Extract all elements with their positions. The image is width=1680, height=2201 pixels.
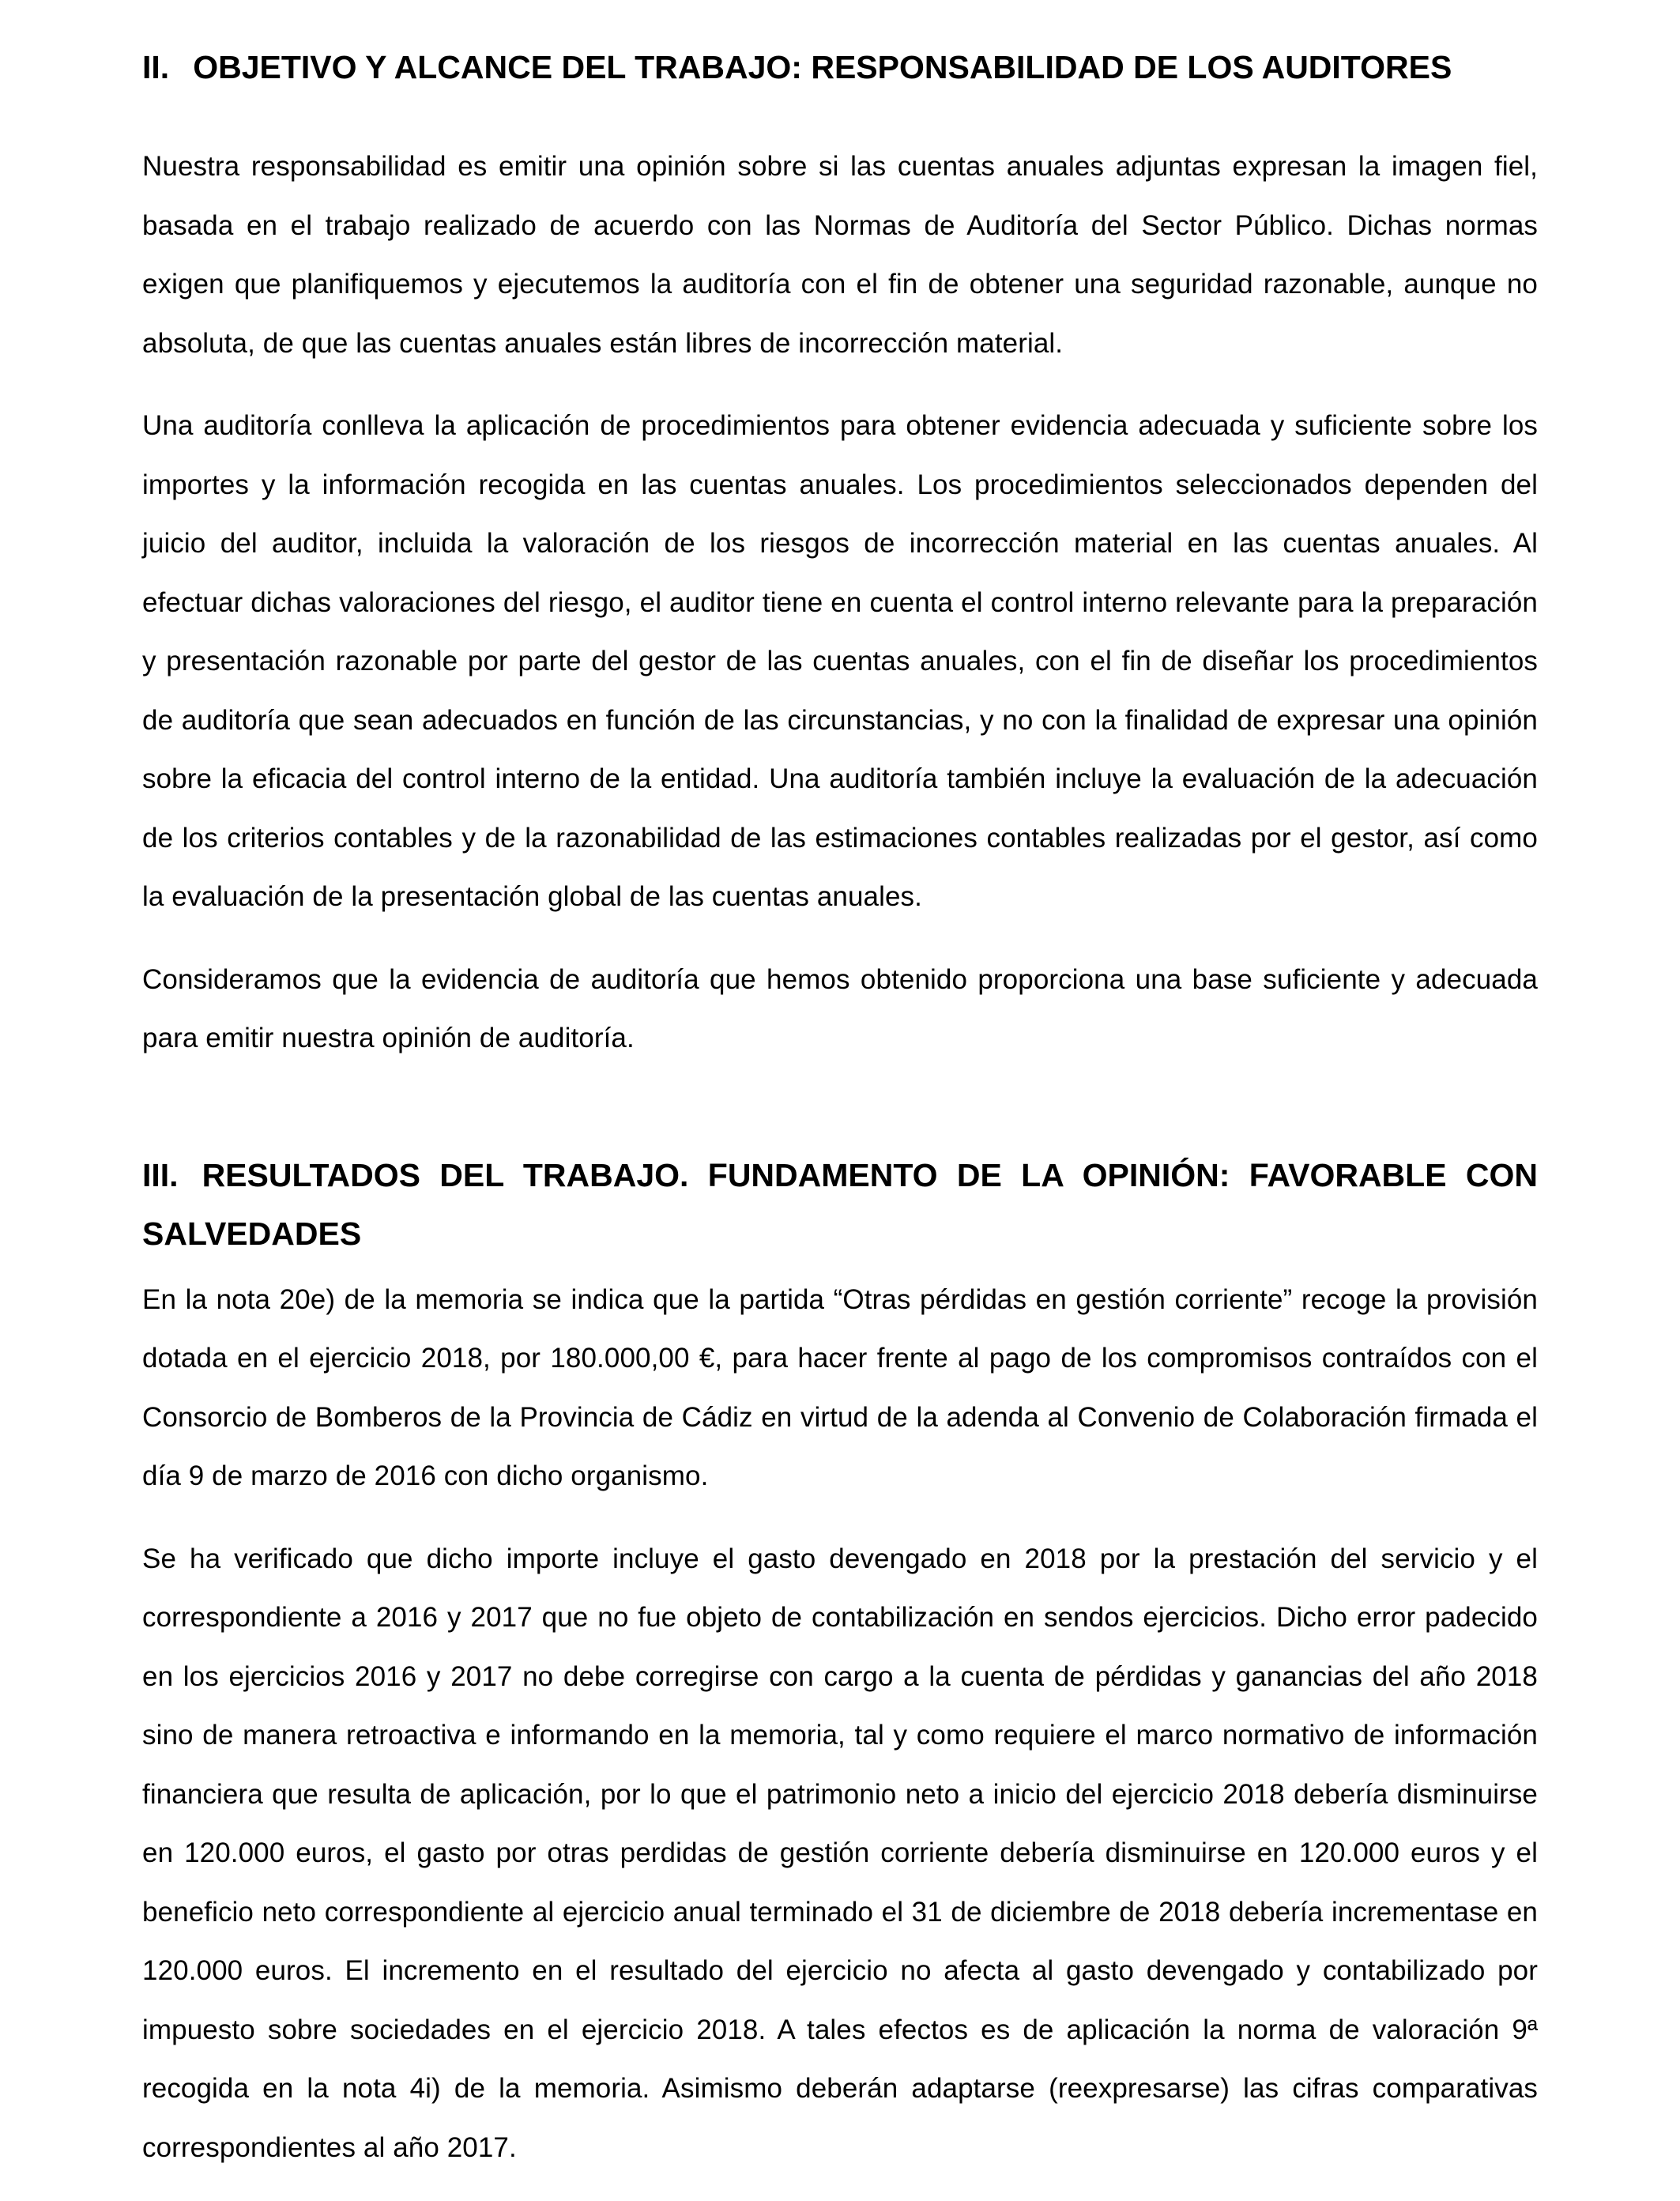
section-title: RESULTADOS DEL TRABAJO. FUNDAMENTO DE LA OPINIÓN: FAVORABLE CON SALVEDADES [142,1156,1538,1252]
section-number: II. [142,49,170,85]
paragraph: Se ha verificado que dicho importe incluye el gasto devengado en 2018 por la prestación del servicio y el correspondiente a 2016 y 2017 que no fue objeto de contabilización en sendos ejercicios. Dicho error padecido en los ejercicios 2016 y 2017 no debe corregirse con cargo a la cuenta de pérdidas y ganancias del año 2018 sino de manera retroactiva e informando en la memoria, tal y como requiere el marco normativo de información financiera que resulta de aplicación, por lo que el patrimonio neto a inicio del ejercicio 2018 debería disminuirse en 120.000 euros, el gasto por otras perdidas de gestión corriente debería disminuirse en 120.000 euros y el beneficio neto correspondiente al ejercicio anual terminado el 31 de diciembre de 2018 debería incrementase en 120.000 euros. El incremento en el resultado del ejercicio no afecta al gasto devengado y contabilizado por impuesto sobre sociedades en el ejercicio 2018. A tales efectos es de aplicación la norma de valoración 9ª recogida en la nota 4i) de la memoria. Asimismo deberán adaptarse (reexpresarse) las cifras comparativas correspondientes al año 2017. [142,1543,1538,2163]
document-page [142,38,1538,2201]
section-heading-objetivo [142,38,1538,96]
section-title: OBJETIVO Y ALCANCE DEL TRABAJO: RESPONSABILIDAD DE LOS AUDITORES [193,49,1452,85]
section-number: III. [142,1156,179,1193]
paragraph: Nuestra responsabilidad es emitir una opinión sobre si las cuentas anuales adjuntas expresan la imagen fiel, basada en el trabajo realizado de acuerdo con las Normas de Auditoría del Sector Público. Dichas normas exigen que planifiquemos y ejecutemos la auditoría con el fin de obtener una seguridad razonable, aunque no absoluta, de que las cuentas anuales están libres de incorrección material. [142,151,1538,359]
section-heading-resultados [142,1146,1538,1263]
paragraph: En la nota 20e) de la memoria se indica que la partida “Otras pérdidas en gestión corriente” recoge la provisión dotada en el ejercicio 2018, por 180.000,00 €, para hacer frente al pago de los compromisos contraídos con el Consorcio de Bomberos de la Provincia de Cádiz en virtud de la adenda al Convenio de Colaboración firmada el día 9 de marzo de 2016 con dicho organismo. [142,1283,1538,1491]
paragraph: Una auditoría conlleva la aplicación de procedimientos para obtener evidencia adecuada y suficiente sobre los importes y la información recogida en las cuentas anuales. Los procedimientos seleccionados dependen del juicio del auditor, incluida la valoración de los riesgos de incorrección material en las cuentas anuales. Al efectuar dichas valoraciones del riesgo, el auditor tiene en cuenta el control interno relevante para la preparación y presentación razonable por parte del gestor de las cuentas anuales, con el fin de diseñar los procedimientos de auditoría que sean adecuados en función de las circunstancias, y no con la finalidad de expresar una opinión sobre la eficacia del control interno de la entidad. Una auditoría también incluye la evaluación de la adecuación de los criterios contables y de la razonabilidad de las estimaciones contables realizadas por el gestor, así como la evaluación de la presentación global de las cuentas anuales. [142,410,1538,912]
paragraph: Consideramos que la evidencia de auditoría que hemos obtenido proporciona una base suficiente y adecuada para emitir nuestra opinión de auditoría. [142,963,1538,1053]
